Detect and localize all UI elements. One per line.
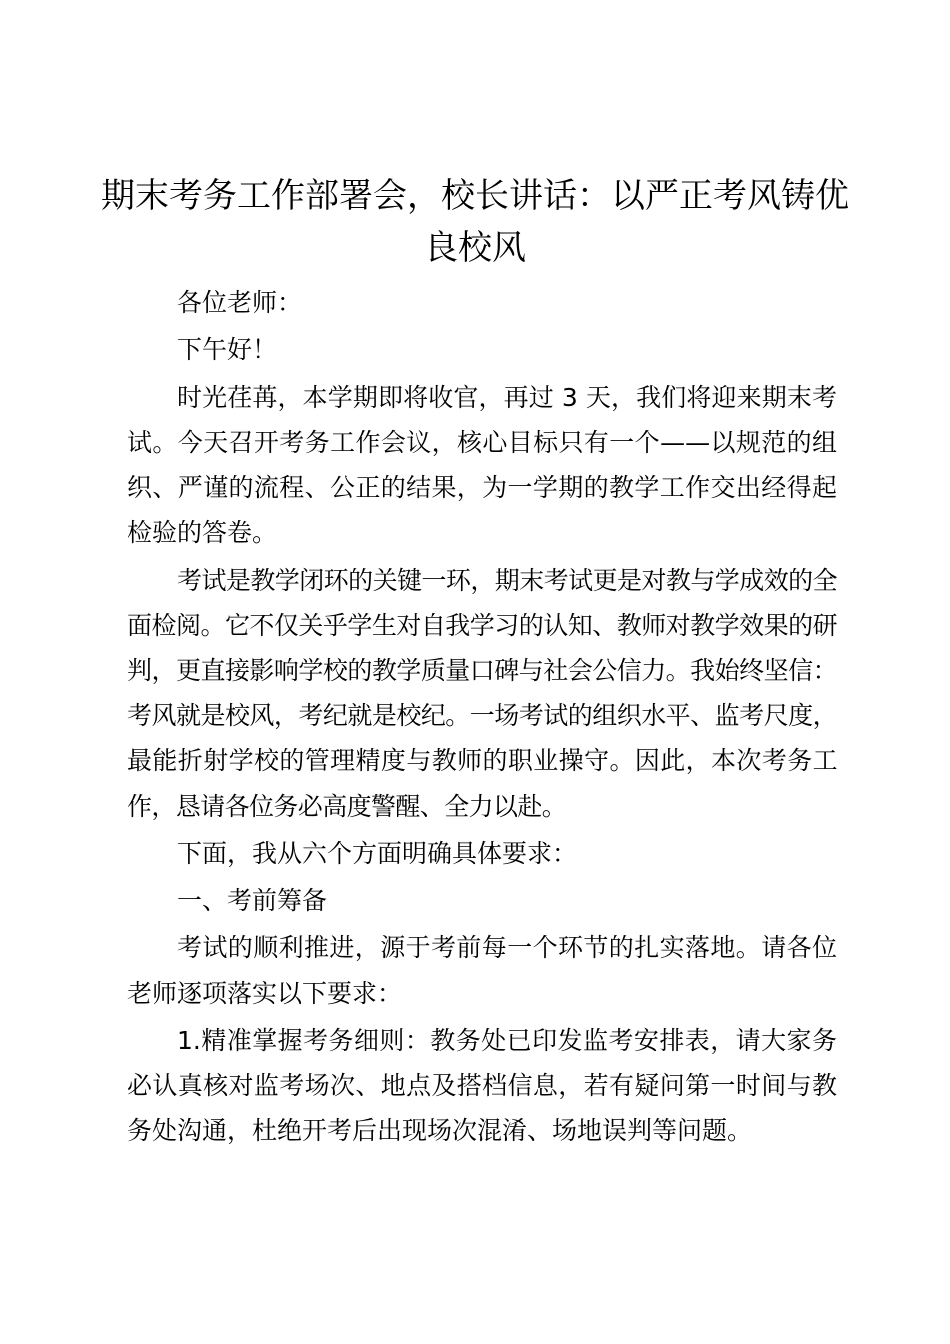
paragraph-section-1-lead: 考试的顺利推进，源于考前每一个环节的扎实落地。请各位老师逐项落实以下要求： xyxy=(127,933,837,1008)
paragraph-requirements-lead: 下面，我从六个方面明确具体要求： xyxy=(177,838,578,868)
document-title: 期末考务工作部署会，校长讲话：以严正考风铸优良校风 xyxy=(101,176,849,268)
section-heading-1: 一、考前筹备 xyxy=(177,886,328,916)
document-body xyxy=(127,280,837,1156)
list-item-1: 1.精准掌握考务细则：教务处已印发监考安排表，请大家务必认真核对监考场次、地点及搭档信息，若有疑问第一时间与教务处沟通，杜绝开考后出现场次混淆、场地误判等问题。 xyxy=(127,1025,837,1146)
paragraph-importance: 考试是教学闭环的关键一环，期末考试更是对教与学成效的全面检阅。它不仅关乎学生对自我学习的认知、教师对教学效果的研判，更直接影响学校的教学质量口碑与社会公信力。我始终坚信：考风就是校风，考纪就是校纪。一场考试的组织水平、监考尺度，最能折射学校的管理精度与教师的职业操守。因此，本次考务工作，恳请各位务必高度警醒、全力以赴。 xyxy=(127,565,837,821)
paragraph-intro: 时光荏苒，本学期即将收官，再过 3 天，我们将迎来期末考试。今天召开考务工作会议，核心目标只有一个——以规范的组织、严谨的流程、公正的结果，为一学期的教学工作交出经得起检验的答卷。 xyxy=(127,382,837,548)
greeting: 下午好！ xyxy=(177,335,278,365)
salutation: 各位老师： xyxy=(177,288,303,317)
